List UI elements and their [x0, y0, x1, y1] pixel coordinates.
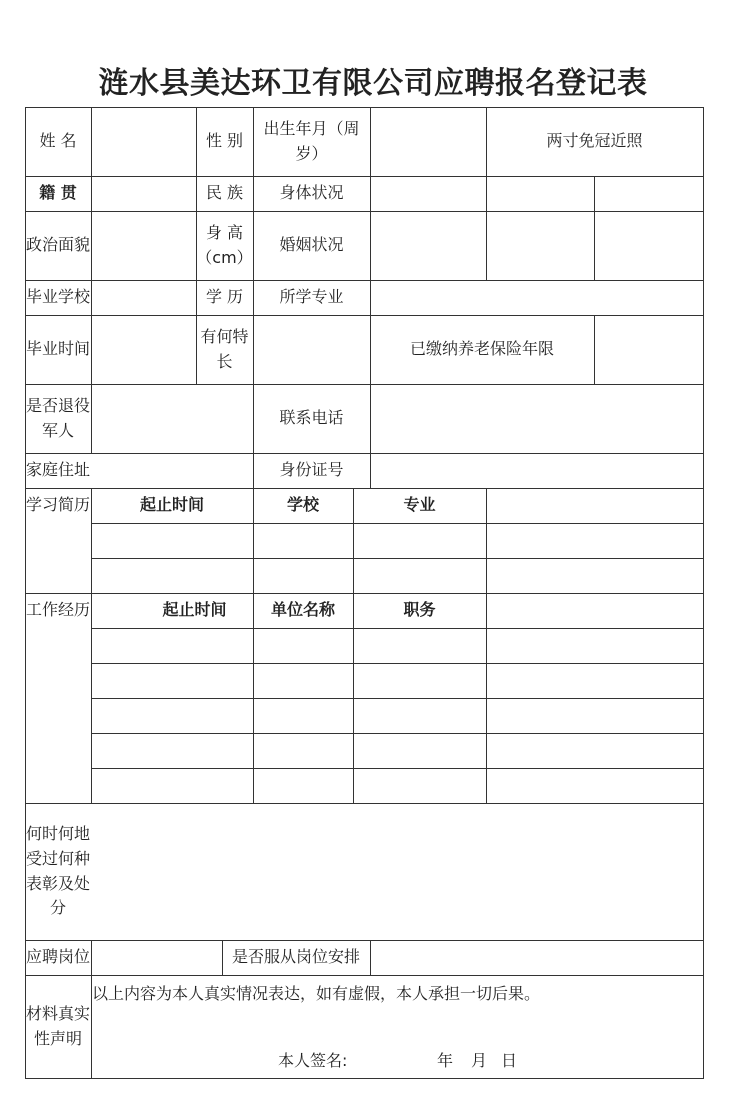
label-graduated-school — [25, 280, 91, 315]
grid-line-h — [91, 768, 704, 769]
label-obey-assignment-text: 是否服从岗位安排 — [231, 947, 360, 967]
label-address-text: 家庭住址 — [25, 460, 90, 480]
id-number-field[interactable] — [370, 453, 703, 488]
label-birth-age-text: 出生年月（周岁） — [263, 118, 360, 163]
major-field[interactable] — [370, 280, 703, 315]
header-study-school — [253, 488, 353, 523]
header-work-unit-text: 单位名称 — [270, 600, 335, 620]
label-specialty-text: 有何特长 — [200, 326, 249, 371]
label-name-text: 姓 名 — [39, 131, 77, 151]
date-month-label: 月 — [471, 1051, 488, 1070]
grid-line-v — [353, 488, 354, 804]
label-health-text: 身体状况 — [279, 183, 344, 203]
graduated-school-field[interactable] — [91, 280, 196, 315]
label-major — [253, 280, 370, 315]
label-obey-assignment — [222, 940, 370, 975]
marital-status-field[interactable] — [370, 211, 486, 280]
extra-field-b[interactable] — [594, 176, 703, 211]
header-study-major — [353, 488, 486, 523]
label-phone — [253, 384, 370, 453]
label-marital-status — [253, 211, 370, 280]
label-declaration — [25, 975, 91, 1078]
label-height — [196, 211, 253, 280]
native-place-field[interactable] — [91, 176, 196, 211]
label-veteran-text: 是否退役军人 — [25, 395, 90, 440]
label-native-place — [25, 176, 91, 211]
address-field[interactable] — [91, 453, 253, 488]
grid-line-h — [91, 698, 704, 699]
label-work-history-text: 工作经历 — [25, 600, 90, 620]
specialty-field[interactable] — [253, 315, 370, 384]
label-awards-text: 何时何地受过何种表彰及处分 — [25, 823, 90, 918]
label-ethnicity — [196, 176, 253, 211]
graduation-time-field[interactable] — [91, 315, 196, 384]
label-photo-text: 两寸免冠近照 — [546, 131, 643, 151]
label-work-history — [25, 593, 91, 628]
label-name — [25, 107, 91, 176]
label-veteran — [25, 384, 91, 453]
label-ethnicity-text: 民 族 — [205, 183, 244, 203]
extra-field-a[interactable] — [486, 176, 594, 211]
header-work-position — [353, 593, 486, 628]
signature-label: 本人签名: — [278, 1051, 348, 1070]
label-gender-text: 性 别 — [205, 131, 244, 151]
label-birth-age — [253, 107, 370, 176]
label-phone-text: 联系电话 — [279, 408, 344, 428]
header-work-period-text: 起止时间 — [162, 600, 227, 620]
grid-line-h — [25, 975, 704, 976]
label-study-history — [25, 488, 91, 523]
birth-age-field[interactable] — [370, 107, 486, 176]
header-study-period — [91, 488, 253, 523]
label-address — [25, 453, 91, 488]
label-specialty — [196, 315, 253, 384]
grid-line-v — [91, 488, 92, 804]
label-applied-position — [25, 940, 91, 975]
label-pension-years-text: 已缴纳养老保险年限 — [409, 339, 554, 359]
grid-line-h — [91, 663, 704, 664]
label-study-history-text: 学习简历 — [25, 495, 90, 515]
label-health — [253, 176, 370, 211]
header-work-position-text: 职务 — [403, 600, 436, 620]
extra-field-d[interactable] — [594, 211, 703, 280]
label-major-text: 所学专业 — [279, 287, 344, 307]
label-political-status-text: 政治面貌 — [25, 235, 90, 255]
grid-line-h — [91, 523, 704, 524]
veteran-field[interactable] — [91, 384, 253, 453]
grid-line-h — [91, 628, 704, 629]
political-status-field[interactable] — [91, 211, 196, 280]
grid-line-h — [91, 558, 704, 559]
label-photo — [486, 107, 703, 176]
grid-line-v — [486, 488, 487, 804]
header-study-major-text: 专业 — [403, 495, 436, 515]
label-pension-years — [370, 315, 594, 384]
label-declaration-text: 材料真实性声明 — [25, 1003, 90, 1048]
label-height-text: 身 高（cm） — [196, 222, 253, 267]
label-native-place-text: 籍 贯 — [39, 183, 77, 203]
label-awards — [25, 803, 91, 940]
grid-line-h — [91, 733, 704, 734]
label-id-number-text: 身份证号 — [279, 460, 344, 480]
phone-field[interactable] — [370, 384, 703, 453]
header-work-unit — [253, 593, 353, 628]
label-applied-position-text: 应聘岗位 — [25, 947, 90, 967]
label-education-text: 学 历 — [205, 287, 244, 307]
awards-field[interactable] — [91, 803, 703, 940]
label-political-status — [25, 211, 91, 280]
label-graduation-time-text: 毕业时间 — [25, 339, 90, 359]
date-day-label: 日 — [501, 1051, 518, 1070]
grid-line-v — [253, 488, 254, 804]
label-graduated-school-text: 毕业学校 — [25, 287, 90, 307]
label-id-number — [253, 453, 370, 488]
obey-assignment-field[interactable] — [370, 940, 703, 975]
header-study-school-text: 学校 — [286, 495, 319, 515]
label-gender — [196, 107, 253, 176]
label-marital-status-text: 婚姻状况 — [279, 235, 344, 255]
extra-field-c[interactable] — [486, 211, 594, 280]
grid-line-v — [703, 107, 704, 1079]
label-education — [196, 280, 253, 315]
form-title: 涟水县美达环卫有限公司应聘报名登记表 — [98, 66, 648, 101]
date-year-label: 年 — [437, 1051, 454, 1070]
applied-position-field[interactable] — [91, 940, 222, 975]
name-field[interactable] — [91, 107, 196, 176]
grid-line-h — [25, 1078, 704, 1079]
pension-years-field[interactable] — [594, 315, 703, 384]
header-study-period-text: 起止时间 — [139, 495, 204, 515]
declaration-text: 以上内容为本人真实情况表达，如有虚假，本人承担一切后果。 — [92, 984, 541, 1003]
label-graduation-time — [25, 315, 91, 384]
health-field[interactable] — [370, 176, 486, 211]
